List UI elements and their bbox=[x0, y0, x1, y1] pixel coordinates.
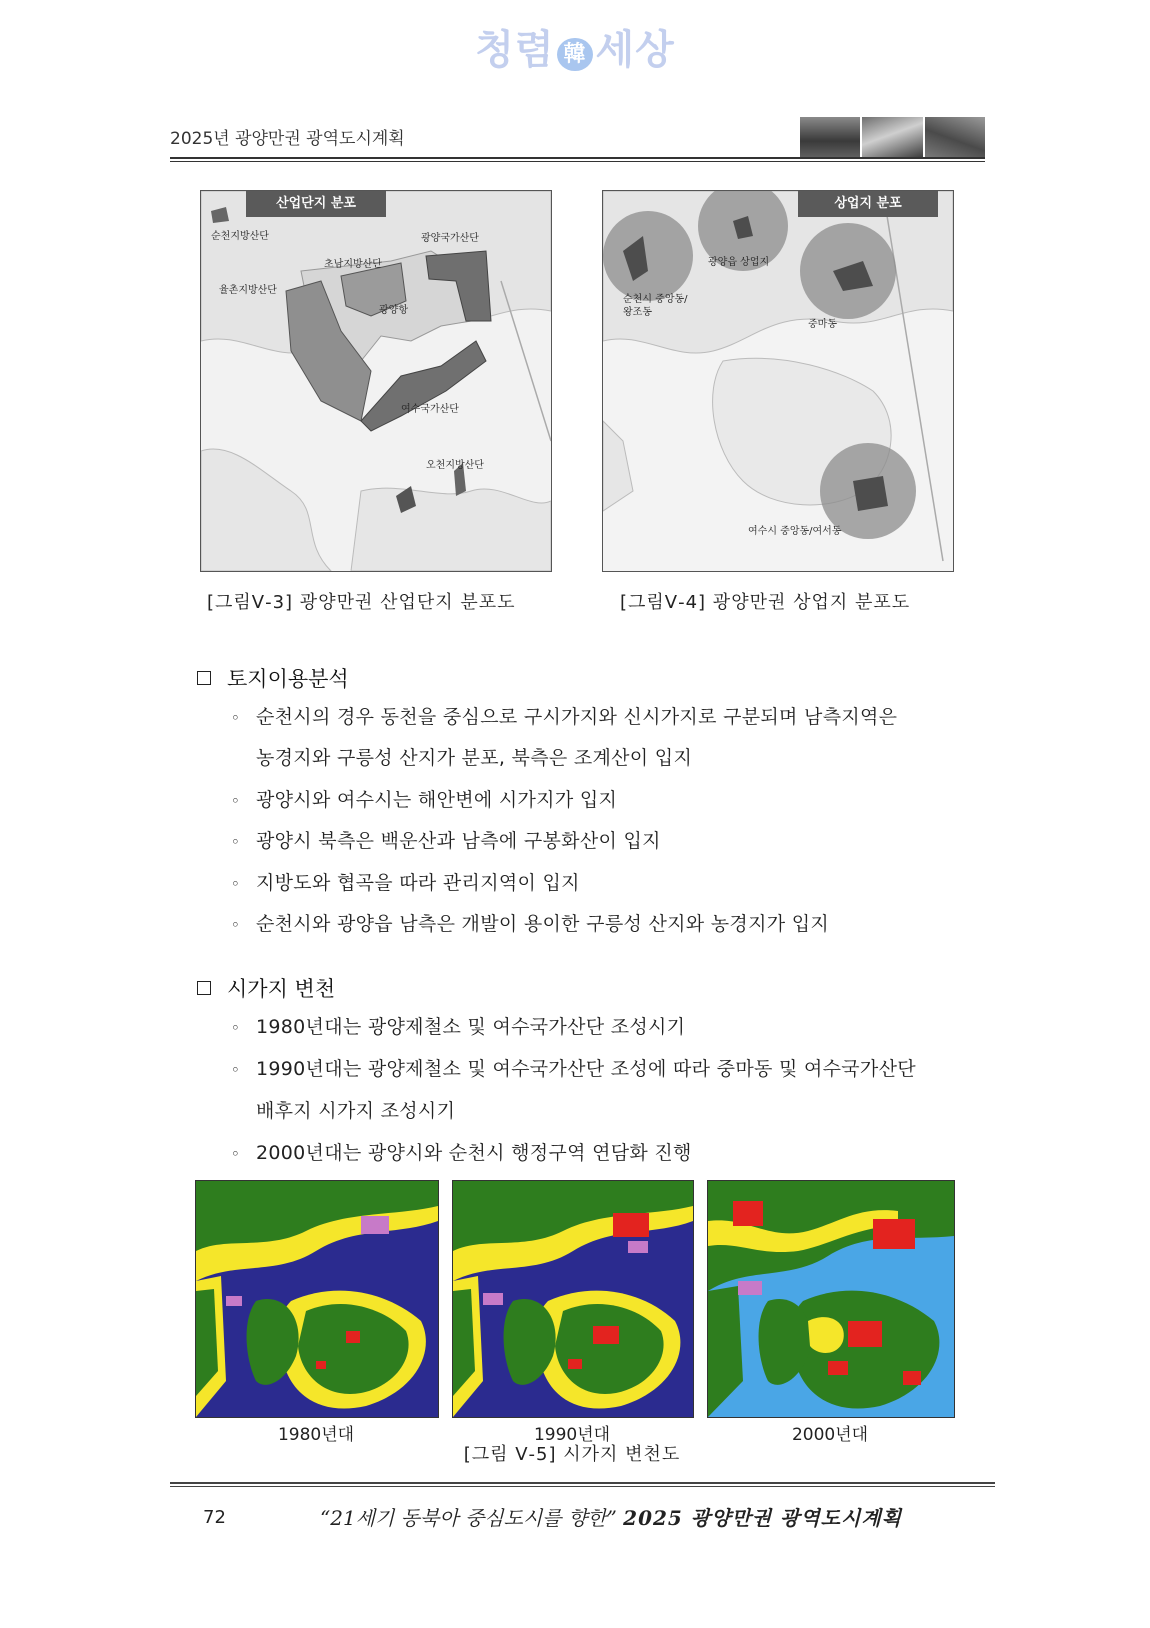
year-label-1990: 1990년대 bbox=[533, 1425, 611, 1445]
label-yeosu-national-industrial: 여수국가산단 bbox=[401, 404, 459, 415]
label-chonam-industrial: 초남지방산단 bbox=[324, 259, 382, 270]
urban-change-bullet-2 bbox=[231, 1054, 916, 1081]
label-ocheon-industrial: 오천지방산단 bbox=[426, 460, 484, 471]
land-use-bullet-5 bbox=[231, 909, 829, 936]
land-use-bullet-3 bbox=[231, 826, 661, 853]
land-use-map-1980 bbox=[195, 1180, 439, 1418]
watermark-part1: 청렴 bbox=[475, 27, 555, 73]
section-urban-change-heading bbox=[197, 973, 335, 1003]
bullet-text: 순천시의 경우 동천을 중심으로 구시가지와 신시가지로 구분되며 남측지역은 bbox=[256, 706, 898, 728]
map-1990-graphic bbox=[453, 1181, 693, 1417]
label-suncheon-industrial: 순천지방산단 bbox=[211, 231, 269, 242]
page-header-title: 2025년 광양만권 광역도시계획 bbox=[170, 129, 405, 149]
commercial-area-map bbox=[602, 190, 954, 572]
land-use-map-2000 bbox=[707, 1180, 955, 1418]
land-use-bullet-1 bbox=[231, 702, 897, 729]
label-yulchon-industrial: 율촌지방산단 bbox=[219, 285, 277, 296]
industrial-map-badge: 산업단지 분포 bbox=[246, 191, 386, 217]
label-suncheon-jungang: 순천시 중앙동/왕조동 bbox=[623, 294, 688, 318]
bullet-text: 광양시와 여수시는 해안변에 시가지가 입지 bbox=[256, 789, 618, 811]
commercial-map-graphic bbox=[603, 191, 953, 571]
land-use-map-1990 bbox=[452, 1180, 694, 1418]
bullet-text: 광양시 북측은 백운산과 남측에 구봉화산이 입지 bbox=[256, 830, 661, 852]
footer-rule-thin bbox=[170, 1486, 995, 1487]
bullet-text: 1990년대는 광양제철소 및 여수국가산단 조성에 따라 중마동 및 여수국가산단 bbox=[256, 1058, 916, 1080]
bullet-dot-icon: ◦ bbox=[231, 1145, 241, 1163]
checkbox-square-icon bbox=[197, 981, 211, 995]
urban-change-bullet-2-cont: 배후지 시가지 조성시기 bbox=[256, 1100, 456, 1122]
urban-change-bullet-1 bbox=[231, 1012, 685, 1039]
commercial-map-badge: 상업지 분포 bbox=[798, 191, 938, 217]
section-urban-change-title: 시가지 변천 bbox=[227, 977, 336, 1001]
header-rule-thin bbox=[170, 161, 985, 162]
land-use-bullet-4 bbox=[231, 868, 580, 895]
industrial-map-graphic bbox=[201, 191, 551, 571]
section-land-use-heading bbox=[197, 663, 349, 693]
page-number: 72 bbox=[203, 1507, 226, 1528]
bullet-dot-icon: ◦ bbox=[231, 916, 241, 934]
bullet-dot-icon: ◦ bbox=[231, 709, 241, 727]
header-rule bbox=[170, 157, 985, 159]
figure-v5-caption: [그림 Ⅴ-5] 시가지 변천도 bbox=[463, 1444, 681, 1465]
land-use-bullet-2 bbox=[231, 785, 617, 812]
figure-v4-caption: [그림Ⅴ-4] 광양만권 상업지 분포도 bbox=[620, 592, 911, 613]
bullet-text: 1980년대는 광양제철소 및 여수국가산단 조성시기 bbox=[256, 1016, 686, 1038]
figure-v3-caption: [그림Ⅴ-3] 광양만권 산업단지 분포도 bbox=[207, 592, 516, 613]
year-label-1980: 1980년대 bbox=[277, 1425, 355, 1445]
label-gwangyang-national-industrial: 광양국가산단 bbox=[421, 233, 479, 244]
checkbox-square-icon bbox=[197, 671, 211, 685]
bullet-text: 지방도와 협곡을 따라 관리지역이 입지 bbox=[256, 872, 580, 894]
bullet-dot-icon: ◦ bbox=[231, 1019, 241, 1037]
bullet-dot-icon: ◦ bbox=[231, 1061, 241, 1079]
year-label-2000: 2000년대 bbox=[791, 1425, 869, 1445]
industrial-complex-map bbox=[200, 190, 552, 572]
watermark-logo bbox=[0, 18, 1150, 80]
bullet-dot-icon: ◦ bbox=[231, 792, 241, 810]
label-gwangyang-port: 광양항 bbox=[379, 305, 408, 316]
watermark-emblem: 韓 bbox=[557, 38, 592, 71]
footer-slogan bbox=[320, 1502, 902, 1531]
map-2000-graphic bbox=[708, 1181, 954, 1417]
footer-quote: “21세기 동북아 중심도시를 향한” bbox=[320, 1506, 617, 1530]
bullet-text: 2000년대는 광양시와 순천시 행정구역 연담화 진행 bbox=[256, 1142, 692, 1164]
bullet-dot-icon: ◦ bbox=[231, 833, 241, 851]
section-land-use-title: 토지이용분석 bbox=[227, 667, 349, 691]
footer-plan-title: 2025 광양만권 광역도시계획 bbox=[623, 1506, 902, 1530]
footer-rule bbox=[170, 1482, 995, 1484]
label-gwangyang-eup-commercial: 광양읍 상업지 bbox=[708, 257, 770, 268]
header-photo-strip bbox=[800, 117, 985, 157]
land-use-bullet-1-cont: 농경지와 구릉성 산지가 분포, 북측은 조계산이 입지 bbox=[256, 747, 693, 769]
label-jungma-dong: 중마동 bbox=[808, 319, 837, 330]
bullet-dot-icon: ◦ bbox=[231, 875, 241, 893]
urban-change-bullet-3 bbox=[231, 1138, 692, 1165]
label-yeosu-jungang: 여수시 중앙동/여서동 bbox=[748, 526, 842, 537]
bullet-text: 순천시와 광양읍 남측은 개발이 용이한 구릉성 산지와 농경지가 입지 bbox=[256, 913, 830, 935]
watermark-part3: 세상 bbox=[595, 27, 675, 73]
map-1980-graphic bbox=[196, 1181, 438, 1417]
